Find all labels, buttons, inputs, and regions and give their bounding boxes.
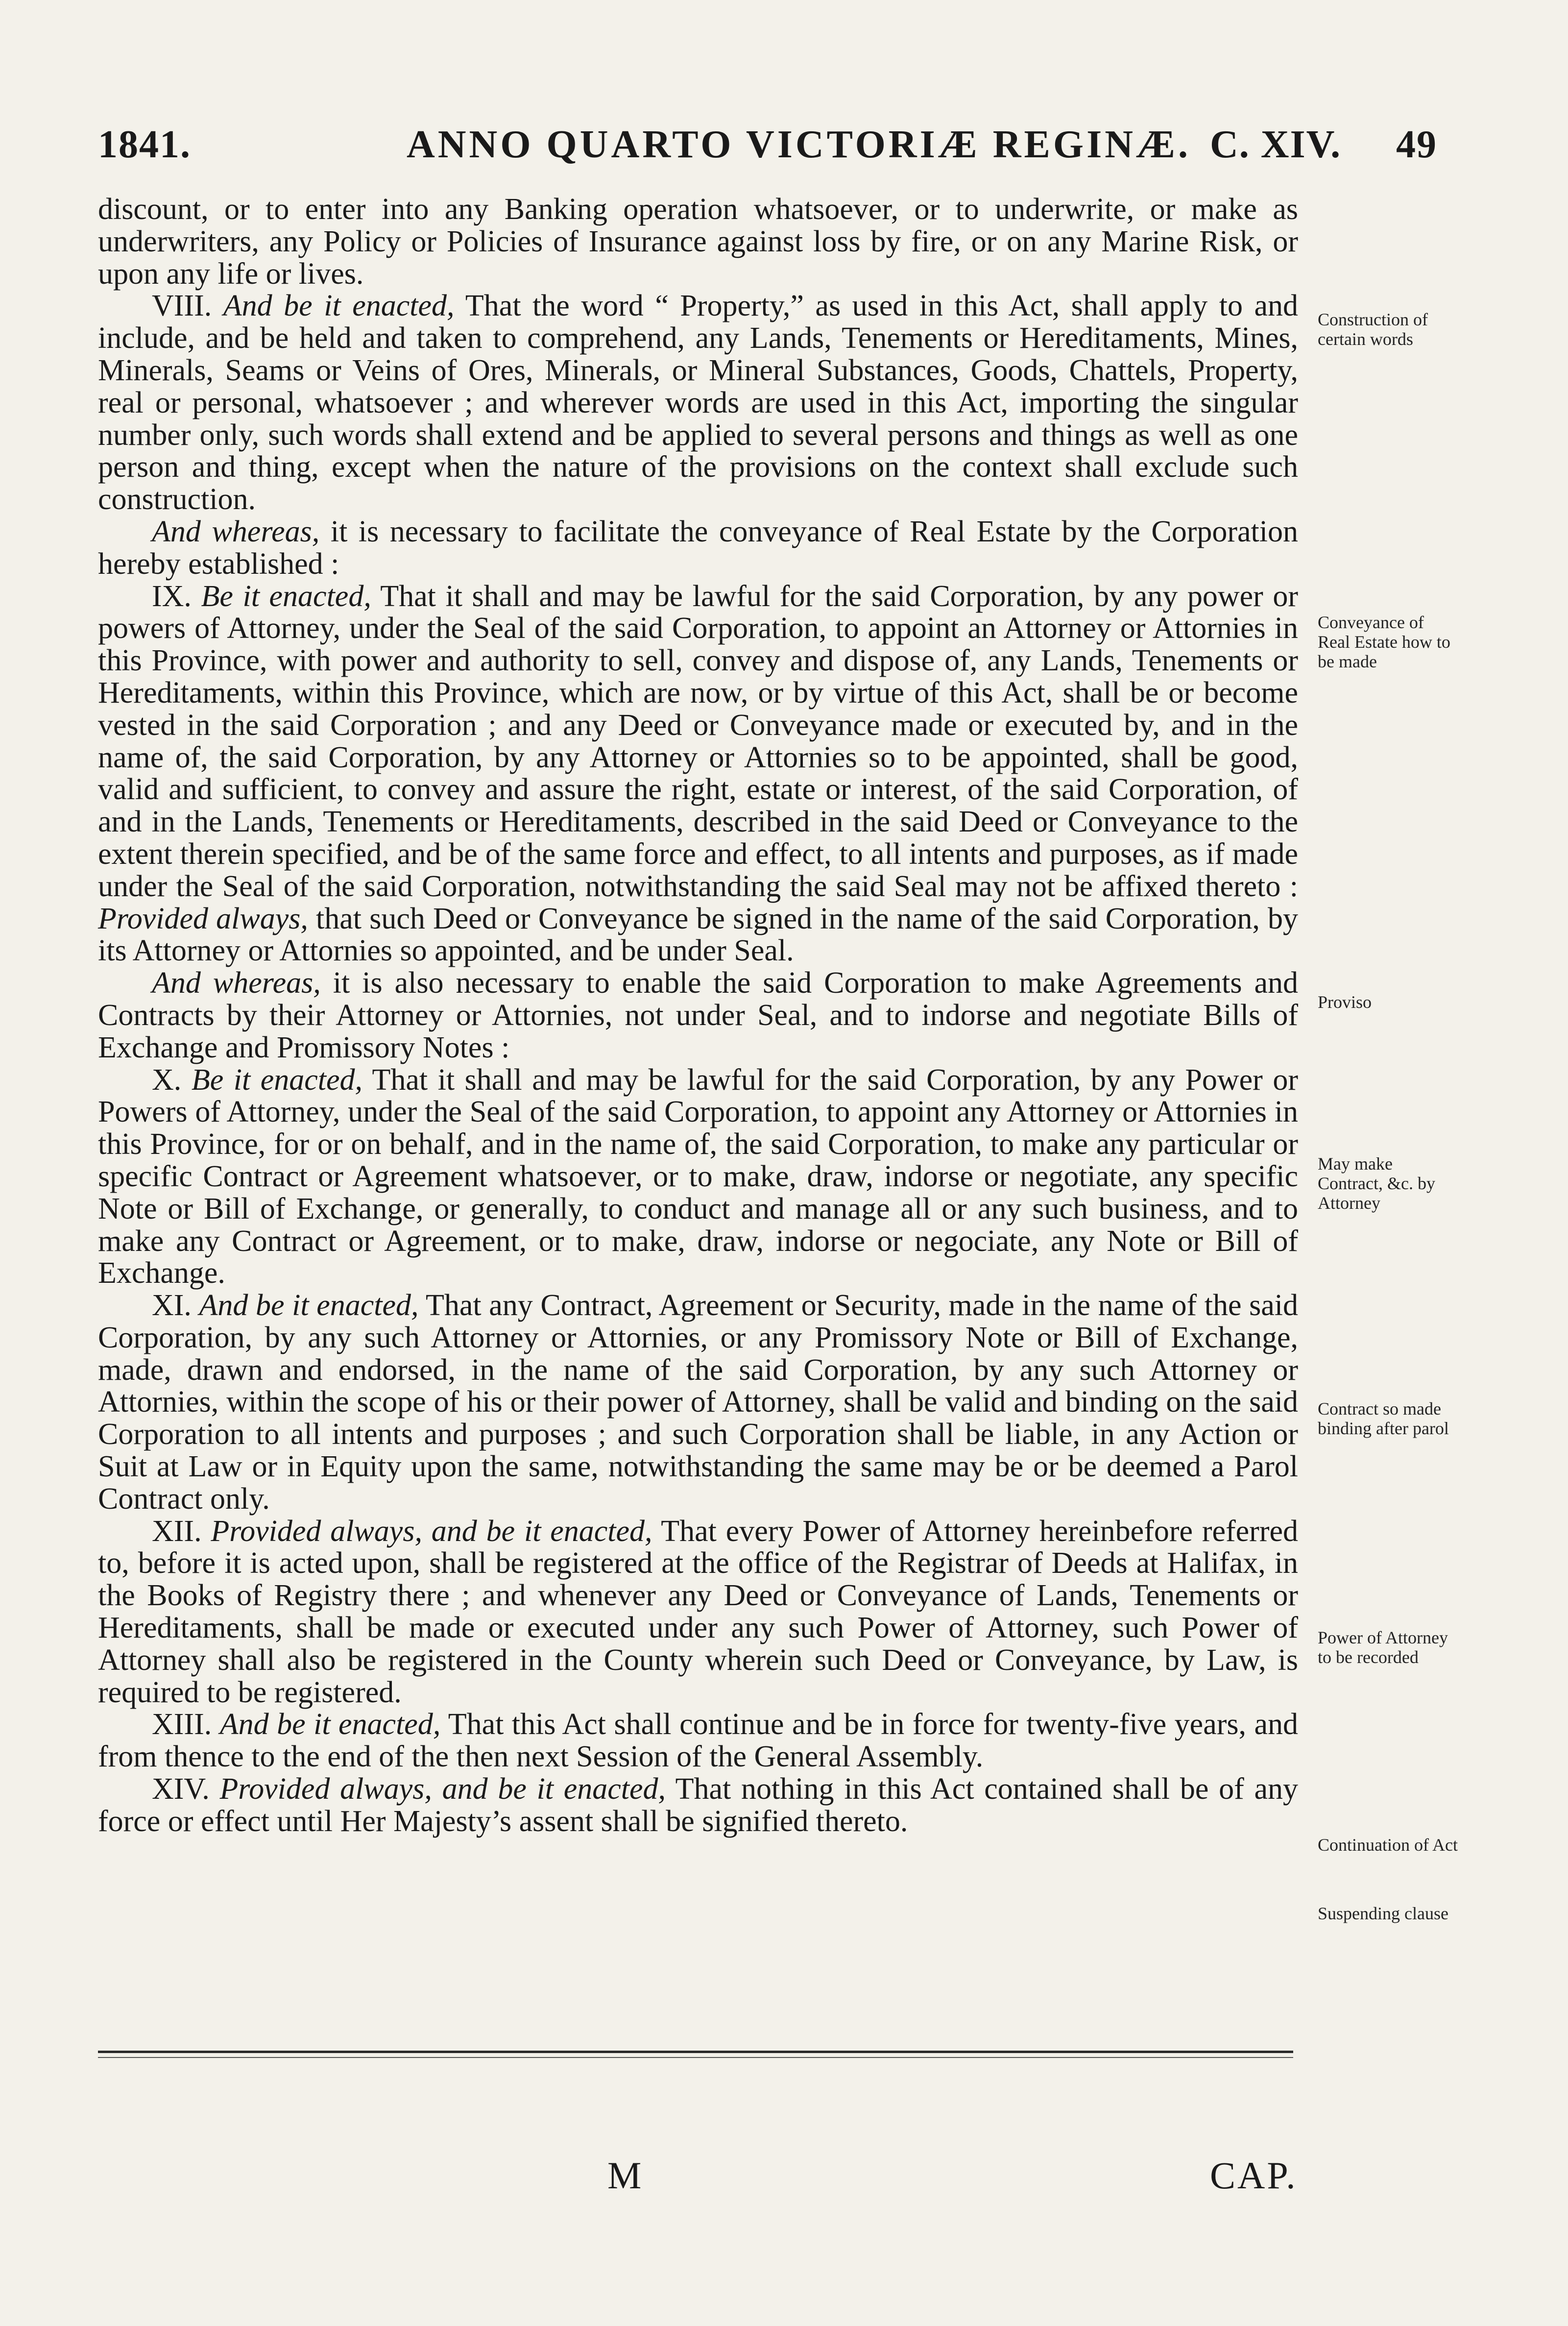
section-text-continued: that such Deed or Conveyance be signed in the name of the said Corporation, by its Attorney or Attornies so appointed, and be under Seal. <box>98 902 1299 968</box>
section-text: That this Act shall continue and be in force for twenty-five years, and from thence to the end of the then next Session of the General Assembly. <box>98 1708 1299 1774</box>
section-number: XIII. <box>152 1708 212 1741</box>
section-11 <box>98 1290 1298 1516</box>
enacting-clause: And be it enacted, <box>219 1708 441 1741</box>
margin-note-may-make: May make Contract, &c. by Attorney <box>1318 1154 1435 1213</box>
margin-note-construction: Construction of certain words <box>1318 310 1428 349</box>
section-text: That any Contract, Agreement or Security, made in the name of the said Corporation, by any such Attorney or Attornies, or any Promissory Note or Bill of Exchange, made, drawn and endorsed, in the name of the said Corporation, by any such Attorney or Attornies, within the scope of his or their power of Attorney, shall be valid and binding on the said Corporation to all intents and purposes ; and such Corporation shall be liable, in any Action or Suit at Law or in Equity upon the same, notwithstanding the same may be or be deemed a Parol Contract only. <box>98 1289 1299 1516</box>
header-title: ANNO QUARTO VICTORIÆ REGINÆ. <box>407 123 1191 166</box>
section-13 <box>98 1709 1298 1773</box>
section-number: XI. <box>152 1289 192 1322</box>
enacting-clause: And be it enacted, <box>199 1289 419 1322</box>
section-text: That every Power of Attorney hereinbefore referred to, before it is acted upon, shall be registered at the office of the Registrar of Deeds at Halifax, in the Books of Registry there ; and whenever any Deed or Conveyance of Lands, Tenements or Hereditaments, shall be made or executed under any such Power of Attorney, such Power of Attorney shall also be registered in the County wherein such Deed or Conveyance, by Law, is required to be registered. <box>98 1514 1298 1709</box>
section-text: That nothing in this Act contained shall be of any force or effect until Her Majesty’s assent shall be signified thereto. <box>98 1772 1298 1838</box>
section-12 <box>98 1516 1298 1709</box>
footer-rule-thin <box>98 2057 1293 2058</box>
whereas-lead: And whereas, <box>152 514 320 548</box>
margin-note-conveyance: Conveyance of Real Estate how to be made <box>1318 612 1450 671</box>
margin-note-continuation: Continuation of Act <box>1318 1835 1458 1855</box>
enacting-clause: Provided always, and be it enacted, <box>211 1514 652 1548</box>
whereas-text: it is necessary to facilitate the conveyance of Real Estate by the Corporation hereby established : <box>98 514 1299 581</box>
paragraph-continued: discount, or to enter into any Banking operation whatsoever, or to underwrite, or make as underwriters, any Policy or Policies of Insurance against loss by fire, or on any Marine Risk, or upon any life or lives. <box>98 193 1298 291</box>
body-text <box>98 194 1298 1838</box>
header-chapter: C. XIV. <box>1210 123 1342 166</box>
section-number: XII. <box>152 1514 202 1548</box>
enacting-clause: Provided always, and be it enacted, <box>219 1772 666 1806</box>
section-14 <box>98 1773 1298 1838</box>
enacting-clause: And be it enacted, <box>223 289 455 323</box>
section-number: XIV. <box>152 1772 210 1806</box>
section-text: That the word “ Property,” as used in this Act, shall apply to and include, and be held and taken to comprehend, any Lands, Tenements or Hereditaments, Mines, Minerals, Seams or Veins of Ores, Minerals, or Mineral Substances, Goods, Chattels, Property, real or personal, whatsoever ; and wherever words are used in this Act, importing the singular number only, such words shall extend and be applied to several persons and things as well as one person and thing, except when the nature of the provisions on the context shall exclude such construction. <box>98 289 1299 516</box>
section-number: IX. <box>152 579 192 613</box>
margin-note-contract-binding: Contract so made binding after parol <box>1318 1399 1449 1438</box>
margin-note-power-of-attorney: Power of Attorney to be recorded <box>1318 1628 1448 1667</box>
proviso-clause: Provided always, <box>98 902 308 935</box>
catchword: CAP. <box>1210 2154 1298 2197</box>
whereas-lead: And whereas, <box>152 966 321 1000</box>
margin-note-proviso: Proviso <box>1318 992 1372 1012</box>
header-year: 1841. <box>98 123 191 166</box>
section-number: VIII. <box>152 289 212 323</box>
enacting-clause: Be it enacted, <box>191 1063 363 1097</box>
whereas-text: it is also necessary to enable the said Corporation to make Agreements and Contracts by their Attorney or Attornies, not under Seal, and to indorse and negotiate Bills of Exchange and Promissory Notes : <box>98 966 1299 1064</box>
section-8 <box>98 290 1298 516</box>
section-number: X. <box>152 1063 182 1097</box>
margin-note-suspending: Suspending clause <box>1318 1904 1448 1923</box>
footer-rule <box>98 2051 1293 2053</box>
enacting-clause: Be it enacted, <box>201 579 371 613</box>
section-9 <box>98 581 1298 968</box>
signature-mark: M <box>607 2154 642 2197</box>
section-10 <box>98 1064 1298 1290</box>
section-text: That it shall and may be lawful for the said Corporation, by any power or powers of Attorney, under the Seal of the said Corporation, to appoint an Attorney or Attornies in this Province, with power and authority to sell, convey and dispose of, any Lands, Tenements or Hereditaments, within this Province, which are now, or by virtue of this Act, shall be or become vested in the said Corporation ; and any Deed or Conveyance made or executed by, and in the name of, the said Corporation, by any Attorney or Attornies so to be appointed, shall be good, valid and sufficient, to convey and assure the right, estate or interest, of the said Corporation, of and in the Lands, Tenements or Hereditaments, described in the said Deed or Conveyance to the extent therein specified, and be of the same force and effect, to all intents and purposes, as if made under the Seal of the said Corporation, notwithstanding the said Seal may not be affixed thereto : <box>98 579 1299 903</box>
section-text: That it shall and may be lawful for the said Corporation, by any Power or Powers of Attorney, under the Seal of the said Corporation, to appoint any Attorney or Attornies in this Province, for or on behalf, and in the name of, the said Corporation, to make any particular or specific Contract or Agreement whatsoever, or to make, draw, indorse or negotiate, any specific Note or Bill of Exchange, or generally, to conduct and manage all or any such business, and to make any Contract or Agreement, or to make, draw, indorse or negociate, any Note or Bill of Exchange. <box>98 1063 1299 1290</box>
whereas-clause-1 <box>98 516 1298 581</box>
running-header <box>98 122 1470 181</box>
header-page-number: 49 <box>1396 123 1437 166</box>
whereas-clause-2 <box>98 967 1298 1064</box>
